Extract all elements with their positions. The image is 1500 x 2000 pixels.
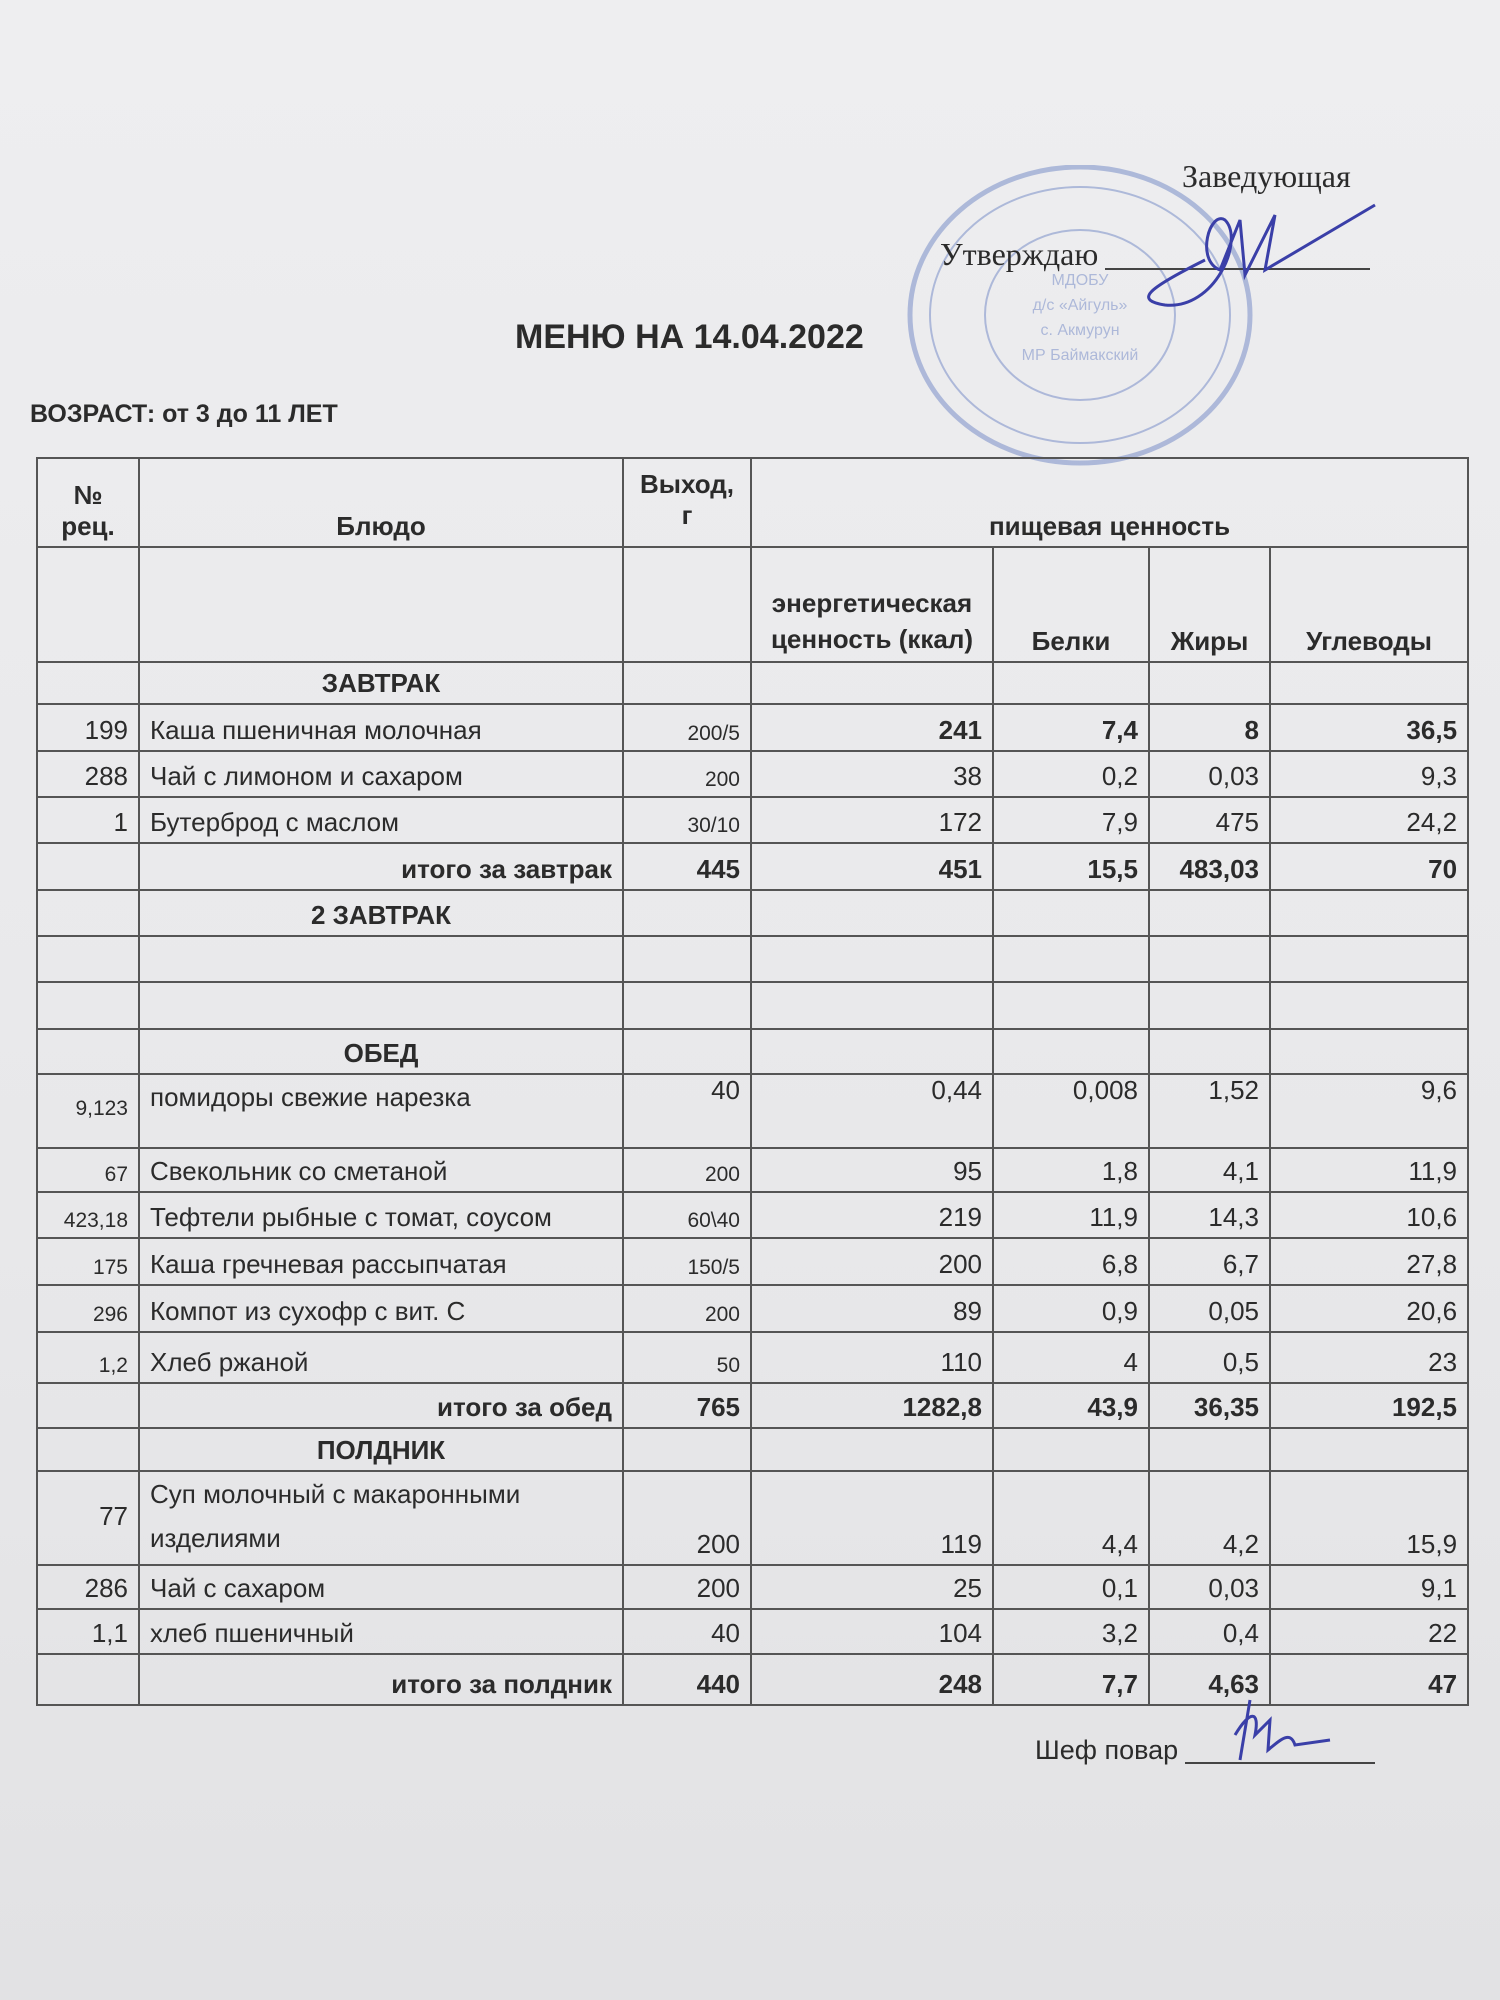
output-grams: 30/10 (623, 797, 751, 843)
protein-value: 4 (993, 1332, 1149, 1383)
recipe-number: 286 (37, 1565, 139, 1609)
kcal-value: 110 (751, 1332, 993, 1383)
header-fat: Жиры (1149, 547, 1270, 662)
output-grams: 440 (623, 1654, 751, 1705)
cell-empty (37, 936, 139, 982)
table-row (37, 1471, 1468, 1565)
fat-value: 0,03 (1149, 1565, 1270, 1609)
protein-value: 1,8 (993, 1148, 1149, 1192)
output-grams: 200 (623, 1148, 751, 1192)
fat-value: 0,03 (1149, 751, 1270, 797)
carbs-value: 24,2 (1270, 797, 1468, 843)
recipe-number (37, 1654, 139, 1705)
chef-signature (1220, 1690, 1340, 1770)
carbs-value: 20,6 (1270, 1285, 1468, 1332)
cell-empty (623, 662, 751, 704)
fat-value: 8 (1149, 704, 1270, 751)
cell-empty (623, 936, 751, 982)
empty-row (37, 936, 1468, 982)
cell-empty (751, 1029, 993, 1074)
dish-name: Свекольник со сметаной (139, 1148, 623, 1192)
protein-value: 0,9 (993, 1285, 1149, 1332)
table-row (37, 1609, 1468, 1654)
table-row (37, 1565, 1468, 1609)
recipe-number: 9,123 (37, 1074, 139, 1148)
table-row (37, 1148, 1468, 1192)
kcal-value: 25 (751, 1565, 993, 1609)
cell-empty (1270, 1029, 1468, 1074)
output-grams: 200 (623, 1565, 751, 1609)
signature-line (1185, 1762, 1375, 1764)
cell-empty (139, 982, 623, 1029)
cell-empty (1149, 1029, 1270, 1074)
table-row (37, 1192, 1468, 1238)
cell-empty (623, 1029, 751, 1074)
dish-name: итого за завтрак (139, 843, 623, 890)
kcal-value: 200 (751, 1238, 993, 1285)
protein-value: 7,9 (993, 797, 1149, 843)
svg-text:МР Баймакский: МР Баймакский (1021, 347, 1139, 364)
recipe-number: 67 (37, 1148, 139, 1192)
kcal-value: 95 (751, 1148, 993, 1192)
total-row (37, 843, 1468, 890)
fat-value: 483,03 (1149, 843, 1270, 890)
fat-value: 0,5 (1149, 1332, 1270, 1383)
protein-value: 15,5 (993, 843, 1149, 890)
carbs-value: 192,5 (1270, 1383, 1468, 1428)
table-row (37, 1285, 1468, 1332)
cell-empty (1149, 890, 1270, 936)
kcal-value: 0,44 (751, 1074, 993, 1148)
header-rec: № рец. (37, 458, 139, 547)
dish-name: Хлеб ржаной (139, 1332, 623, 1383)
kcal-value: 38 (751, 751, 993, 797)
header-empty (139, 547, 623, 662)
output-grams: 445 (623, 843, 751, 890)
dish-name: Чай с лимоном и сахаром (139, 751, 623, 797)
carbs-value: 22 (1270, 1609, 1468, 1654)
cell-empty (993, 890, 1149, 936)
kcal-value: 248 (751, 1654, 993, 1705)
header-carbs: Углеводы (1270, 547, 1468, 662)
page-title: МЕНЮ НА 14.04.2022 (515, 318, 864, 356)
dish-name: Бутерброд с маслом (139, 797, 623, 843)
recipe-number: 1,1 (37, 1609, 139, 1654)
protein-value: 7,4 (993, 704, 1149, 751)
output-grams: 200/5 (623, 704, 751, 751)
cell-empty (751, 982, 993, 1029)
recipe-number: 288 (37, 751, 139, 797)
cell-empty (751, 1428, 993, 1471)
carbs-value: 11,9 (1270, 1148, 1468, 1192)
recipe-number: 423,18 (37, 1192, 139, 1238)
total-row (37, 1383, 1468, 1428)
director-signature (1125, 200, 1385, 310)
kcal-value: 219 (751, 1192, 993, 1238)
recipe-number: 175 (37, 1238, 139, 1285)
output-grams: 765 (623, 1383, 751, 1428)
carbs-value: 10,6 (1270, 1192, 1468, 1238)
empty-row (37, 982, 1468, 1029)
carbs-value: 15,9 (1270, 1471, 1468, 1565)
output-grams: 60\40 (623, 1192, 751, 1238)
carbs-value: 23 (1270, 1332, 1468, 1383)
cell-empty (1149, 662, 1270, 704)
recipe-number: 199 (37, 704, 139, 751)
section-title: ЗАВТРАК (139, 662, 623, 704)
chef-label: Шеф повар (1035, 1735, 1179, 1765)
carbs-value: 36,5 (1270, 704, 1468, 751)
dish-name: итого за полдник (139, 1654, 623, 1705)
cell-empty (993, 1428, 1149, 1471)
table-row (37, 1238, 1468, 1285)
cell-empty (37, 662, 139, 704)
fat-value: 4,2 (1149, 1471, 1270, 1565)
table-row (37, 751, 1468, 797)
protein-value: 3,2 (993, 1609, 1149, 1654)
output-grams: 200 (623, 751, 751, 797)
kcal-value: 1282,8 (751, 1383, 993, 1428)
fat-value: 1,52 (1149, 1074, 1270, 1148)
dish-name: Каша пшеничная молочная (139, 704, 623, 751)
approver-position: Заведующая (1182, 158, 1351, 194)
kcal-value: 172 (751, 797, 993, 843)
svg-text:д/с «Айгуль»: д/с «Айгуль» (1032, 297, 1128, 314)
table-row (37, 1332, 1468, 1383)
fat-value: 36,35 (1149, 1383, 1270, 1428)
dish-name: Компот из сухофр с вит. С (139, 1285, 623, 1332)
section-row (37, 662, 1468, 704)
cell-empty (1270, 1428, 1468, 1471)
kcal-value: 241 (751, 704, 993, 751)
cell-empty (37, 890, 139, 936)
output-grams: 40 (623, 1609, 751, 1654)
cell-empty (993, 936, 1149, 982)
cell-empty (1149, 1428, 1270, 1471)
fat-value: 4,63 (1149, 1654, 1270, 1705)
cell-empty (37, 982, 139, 1029)
output-grams: 50 (623, 1332, 751, 1383)
section-row (37, 1428, 1468, 1471)
cell-empty (993, 1029, 1149, 1074)
cell-empty (1270, 662, 1468, 704)
kcal-value: 451 (751, 843, 993, 890)
kcal-value: 119 (751, 1471, 993, 1565)
cell-empty (993, 662, 1149, 704)
cell-empty (1149, 936, 1270, 982)
table-row (37, 797, 1468, 843)
protein-value: 0,1 (993, 1565, 1149, 1609)
cell-empty (37, 1428, 139, 1471)
cell-empty (1270, 890, 1468, 936)
carbs-value: 27,8 (1270, 1238, 1468, 1285)
section-title: ПОЛДНИК (139, 1428, 623, 1471)
fat-value: 4,1 (1149, 1148, 1270, 1192)
output-grams: 40 (623, 1074, 751, 1148)
fat-value: 14,3 (1149, 1192, 1270, 1238)
menu-table (36, 457, 1469, 1706)
dish-name: Суп молочный с макаронными изделиями (139, 1471, 623, 1565)
dish-name: итого за обед (139, 1383, 623, 1428)
cell-empty (623, 890, 751, 936)
header-nutrition: пищевая ценность (751, 458, 1468, 547)
cell-empty (37, 1029, 139, 1074)
dish-name: Чай с сахаром (139, 1565, 623, 1609)
protein-value: 0,2 (993, 751, 1149, 797)
carbs-value: 70 (1270, 843, 1468, 890)
fat-value: 0,4 (1149, 1609, 1270, 1654)
fat-value: 6,7 (1149, 1238, 1270, 1285)
recipe-number (37, 843, 139, 890)
dish-name: Тефтели рыбные с томат, соусом (139, 1192, 623, 1238)
protein-value: 7,7 (993, 1654, 1149, 1705)
dish-name: хлеб пшеничный (139, 1609, 623, 1654)
cell-empty (139, 936, 623, 982)
header-protein: Белки (993, 547, 1149, 662)
recipe-number (37, 1383, 139, 1428)
recipe-number: 77 (37, 1471, 139, 1565)
recipe-number: 1 (37, 797, 139, 843)
header-empty (37, 547, 139, 662)
protein-value: 6,8 (993, 1238, 1149, 1285)
carbs-value: 9,3 (1270, 751, 1468, 797)
table-row (37, 704, 1468, 751)
section-title: 2 ЗАВТРАК (139, 890, 623, 936)
cell-empty (751, 936, 993, 982)
protein-value: 4,4 (993, 1471, 1149, 1565)
cell-empty (1270, 936, 1468, 982)
section-row (37, 890, 1468, 936)
age-label: ВОЗРАСТ: от 3 до 11 ЛЕТ (30, 400, 338, 428)
protein-value: 11,9 (993, 1192, 1149, 1238)
carbs-value: 9,6 (1270, 1074, 1468, 1148)
carbs-value: 9,1 (1270, 1565, 1468, 1609)
header-output: Выход, г (623, 458, 751, 547)
output-grams: 200 (623, 1471, 751, 1565)
fat-value: 475 (1149, 797, 1270, 843)
protein-value: 43,9 (993, 1383, 1149, 1428)
section-row (37, 1029, 1468, 1074)
header-empty (623, 547, 751, 662)
cell-empty (1270, 982, 1468, 1029)
header-dish: Блюдо (139, 458, 623, 547)
svg-text:с. Акмурун: с. Акмурун (1040, 322, 1120, 339)
cell-empty (751, 662, 993, 704)
svg-text:МДОБУ: МДОБУ (1051, 272, 1109, 289)
cell-empty (623, 1428, 751, 1471)
section-title: ОБЕД (139, 1029, 623, 1074)
carbs-value: 47 (1270, 1654, 1468, 1705)
dish-name: Каша гречневая рассыпчатая (139, 1238, 623, 1285)
table-row (37, 1074, 1468, 1148)
kcal-value: 89 (751, 1285, 993, 1332)
cell-empty (1149, 982, 1270, 1029)
output-grams: 150/5 (623, 1238, 751, 1285)
approve-label: Утверждаю (940, 236, 1099, 272)
recipe-number: 1,2 (37, 1332, 139, 1383)
dish-name: помидоры свежие нарезка (139, 1074, 623, 1148)
cell-empty (623, 982, 751, 1029)
recipe-number: 296 (37, 1285, 139, 1332)
header-kcal: энергетическая ценность (ккал) (751, 547, 993, 662)
cell-empty (993, 982, 1149, 1029)
output-grams: 200 (623, 1285, 751, 1332)
fat-value: 0,05 (1149, 1285, 1270, 1332)
protein-value: 0,008 (993, 1074, 1149, 1148)
cell-empty (751, 890, 993, 936)
kcal-value: 104 (751, 1609, 993, 1654)
